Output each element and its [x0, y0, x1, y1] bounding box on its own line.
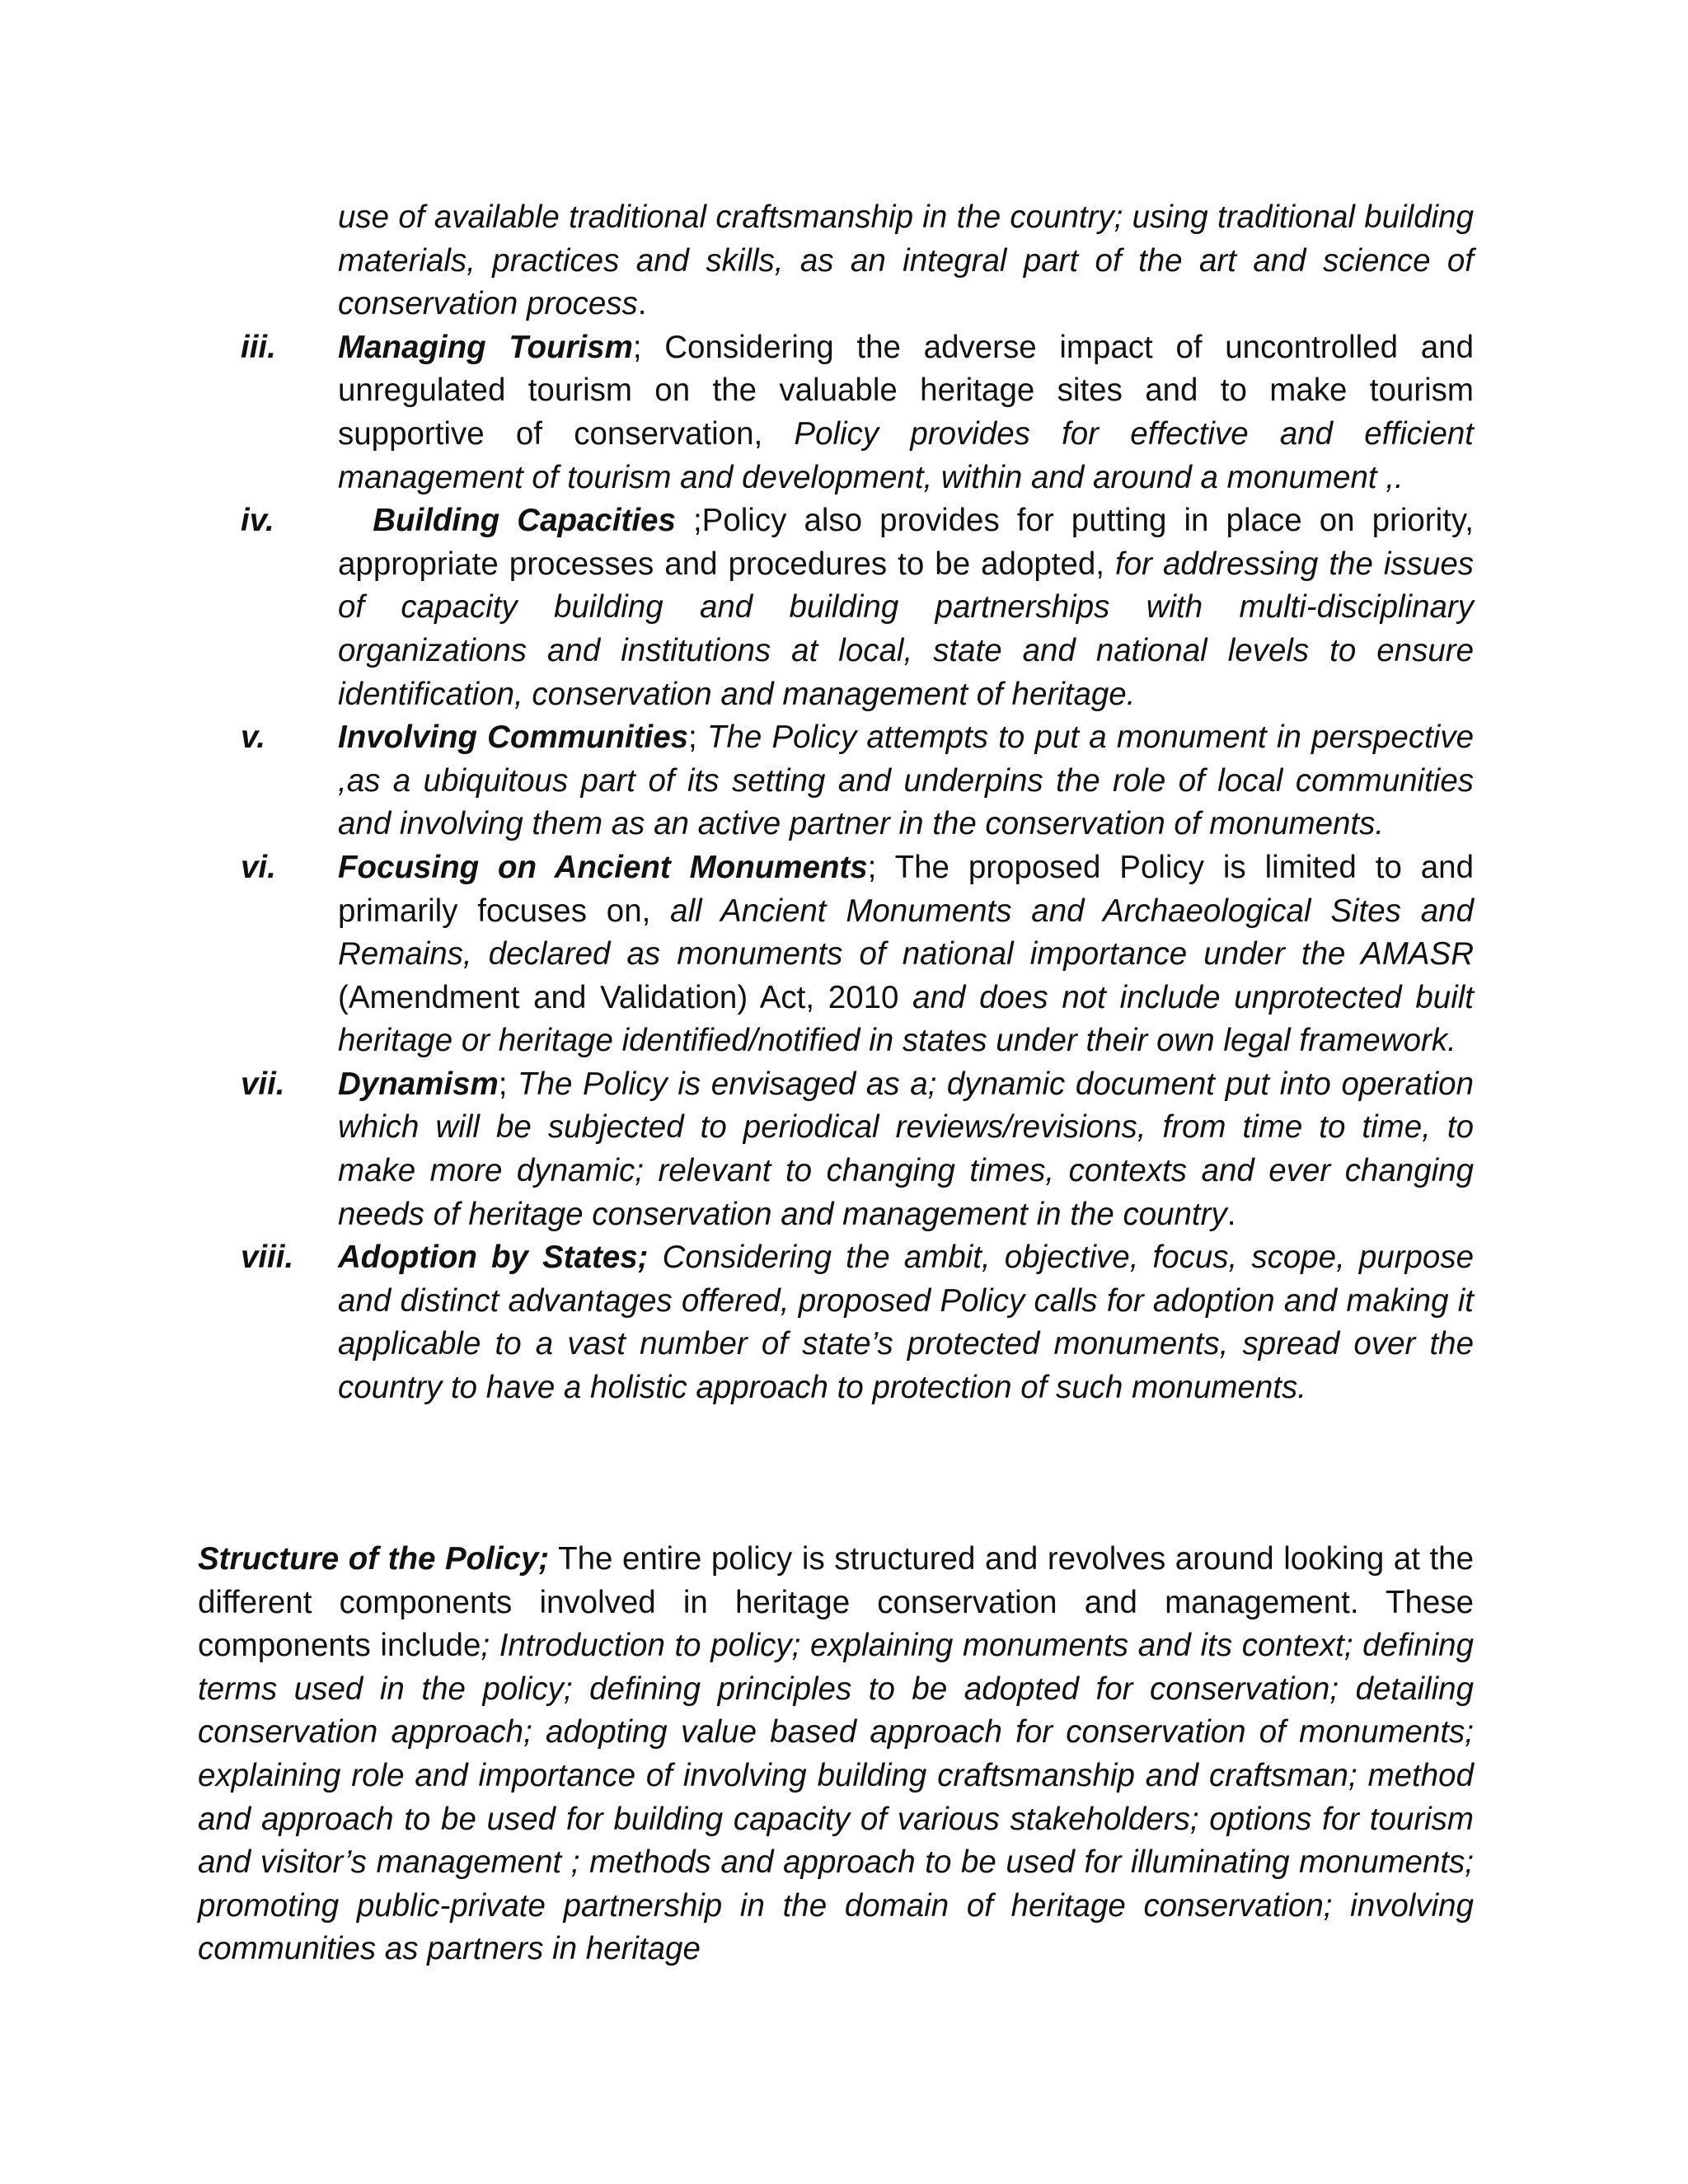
list-item-adoption-by-states [241, 1236, 1474, 1409]
continuation-end: . [637, 286, 647, 322]
structure-plain: The entire policy is structured and revolves around looking at the different components involved in heritage conservation and management. These components include [198, 1541, 1475, 1664]
list-numeral: vii. [241, 1066, 285, 1102]
list-item-building-capacities [241, 499, 1474, 716]
heading-separator: ; [632, 329, 665, 365]
list-item-involving-communities [241, 716, 1474, 846]
list-item-body [338, 499, 1474, 716]
list-item-body [338, 1236, 1474, 1409]
heading-separator: ; [498, 1066, 518, 1102]
list-item-heading: Dynamism [338, 1066, 499, 1102]
list-item-heading: Focusing on Ancient Monuments [338, 849, 868, 885]
list-item-body [338, 846, 1474, 1063]
policy-list [241, 196, 1474, 1410]
continuation-paragraph [338, 196, 1474, 326]
list-numeral: iii. [241, 329, 276, 365]
list-item-heading: Adoption by States; [338, 1240, 649, 1276]
list-item-body [338, 1063, 1474, 1236]
heading-separator: ; [688, 719, 707, 756]
list-item-dynamism [241, 1063, 1474, 1236]
body-italic: Policy provides for effective and efficient management of tourism and development, within and around a monument ,. [338, 415, 1474, 495]
heading-separator: ; [867, 849, 895, 885]
structure-section [198, 1538, 1474, 1971]
body-italic: for addressing the issues of capacity building and building partnerships with multi-disciplinary organizations and institutions at local, state and national levels to ensure identification, conservation and management of heritage. [338, 546, 1475, 712]
body-italic: The Policy attempts to put a monument in perspective ,as a ubiquitous part of its setting and underpins the role of local communities and involving them as an active partner in the conservation of monuments. [338, 719, 1474, 842]
list-numeral: viii. [241, 1240, 294, 1276]
list-item-focusing-on-ancient-monuments [241, 846, 1474, 1063]
list-numeral: iv. [241, 503, 274, 539]
structure-paragraph [198, 1538, 1474, 1971]
list-item-continuation [241, 196, 1474, 326]
body-italic: Considering the ambit, objective, focus, scope, purpose and distinct advantages offered, proposed Policy calls for adoption and making it applicable to a vast number of state’s protected monuments, spread over the country to have a holistic approach to protection of such monuments. [338, 1240, 1475, 1406]
heading-separator: ; [675, 503, 702, 539]
body-plain: Policy also provides for putting in place on priority, appropriate processes and procedures to be adopted, [338, 503, 1474, 582]
continuation-text: use of available traditional craftsmanship in the country; using traditional building materials, practices and skills, as an integral part of the art and science of conservation process [338, 199, 1474, 322]
list-item-heading: Involving Communities [338, 719, 689, 756]
list-numeral: vi. [241, 849, 276, 885]
structure-heading: Structure of the Policy; [198, 1541, 550, 1577]
body-plain: Considering the adverse impact of uncontrolled and unregulated tourism on the valuable heritage sites and to make tourism supportive of conservation, [338, 329, 1474, 452]
body-end: . [1226, 1196, 1236, 1232]
heading-separator [648, 1240, 662, 1275]
structure-italic: ; Introduction to policy; explaining monuments and its context; defining terms used in the policy; defining principles to be adopted for conservation; detailing conservation approach; adopting value based approach for conservation of monuments; explaining role and importance of involving building craftsmanship and craftsman; method and approach to be used for building capacity of various stakeholders; options for tourism and visitor’s management ; methods and approach to be used for illuminating monuments; promoting public-private partnership in the domain of heritage conservation; involving communities as partners in heritage [198, 1628, 1474, 1967]
list-item-body [338, 326, 1474, 499]
list-item-heading: Managing Tourism [338, 329, 633, 365]
list-numeral: v. [241, 719, 265, 756]
body-italic: all Ancient Monuments and Archaeological Sites and Remains, declared as monuments of national importance under the AMASR [338, 893, 1474, 972]
body-italic-continued: and does not include unprotected built heritage or heritage identified/notified in states under their own legal framework. [338, 979, 1474, 1059]
body-plain: The proposed Policy is limited to and primarily focuses on, [338, 849, 1474, 929]
body-italic: The Policy is envisaged as a; dynamic document put into operation which will be subjected to periodical reviews/revisions, from time to time, to make more dynamic; relevant to changing times, contexts and ever changing needs of heritage conservation and management in the country [338, 1066, 1474, 1232]
body-act-reference: (Amendment and Validation) Act, 2010 [338, 979, 913, 1015]
list-item-managing-tourism [241, 326, 1474, 499]
list-item-heading: Building Capacities [373, 503, 676, 539]
list-item-body [338, 716, 1474, 846]
